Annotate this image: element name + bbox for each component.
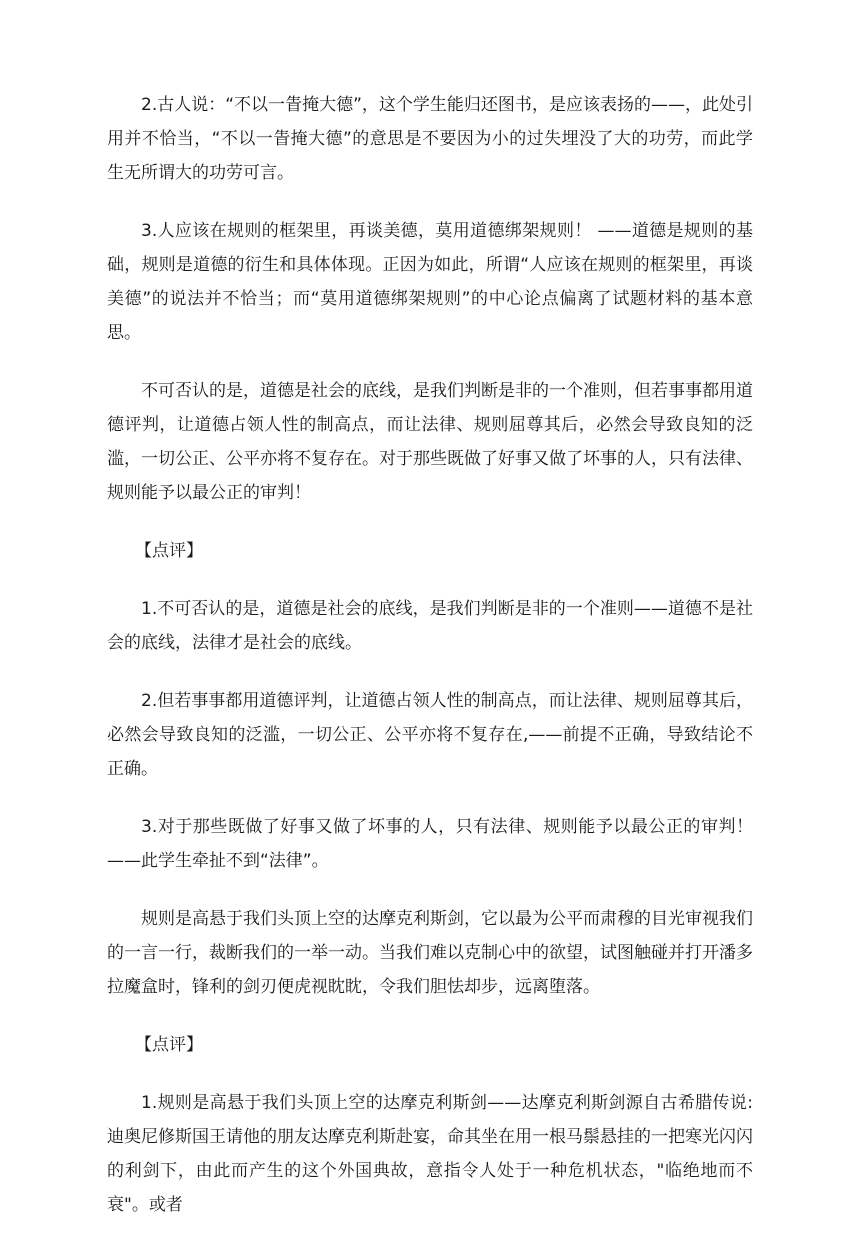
section-heading-comment: 【点评】 (135, 541, 203, 561)
paragraph: 规则是高悬于我们头顶上空的达摩克利斯剑，它以最为公平而肃穆的目光审视我们的一言一行，裁断我们的一举一动。当我们难以克制心中的欲望，试图触碰并打开潘多拉魔盒时，锋利的剑刃便虎视眈眈，令我们胆怯却步，远离堕落。 (107, 909, 753, 997)
paragraph: 2.但若事事都用道德评判，让道德占领人性的制高点，而让法律、规则屈尊其后，必然会导致良知的泛滥，一切公正、公平亦将不复存在,——前提不正确，导致结论不正确。 (107, 691, 753, 779)
paragraph: 2.古人说：“不以一眚掩大德”，这个学生能归还图书，是应该表扬的——，此处引用并不恰当，“不以一眚掩大德”的意思是不要因为小的过失埋没了大的功劳，而此学生无所谓大的功劳可言。 (107, 95, 753, 183)
paragraph: 3.对于那些既做了好事又做了坏事的人，只有法律、规则能予以最公正的审判！——此学生牵扯不到“法律”。 (107, 817, 753, 871)
paragraph: 1.不可否认的是，道德是社会的底线，是我们判断是非的一个准则——道德不是社会的底线，法律才是社会的底线。 (107, 599, 753, 653)
section-heading-comment: 【点评】 (135, 1035, 203, 1055)
paragraph: 3.人应该在规则的框架里，再谈美德，莫用道德绑架规则！ ——道德是规则的基础，规则是道德的衍生和具体体现。正因为如此，所谓“人应该在规则的框架里，再谈美德”的说法并不恰当；而“莫用道德绑架规则”的中心论点偏离了试题材料的基本意思。 (107, 221, 753, 343)
document-page (107, 88, 753, 1246)
paragraph: 不可否认的是，道德是社会的底线，是我们判断是非的一个准则，但若事事都用道德评判，让道德占领人性的制高点，而让法律、规则屈尊其后，必然会导致良知的泛滥，一切公正、公平亦将不复存在。对于那些既做了好事又做了坏事的人，只有法律、规则能予以最公正的审判！ (107, 381, 753, 503)
paragraph: 1.规则是高悬于我们头顶上空的达摩克利斯剑——达摩克利斯剑源自古希腊传说:迪奥尼修斯国王请他的朋友达摩克利斯赴宴，命其坐在用一根马鬃悬挂的一把寒光闪闪的利剑下，由此而产生的这个外国典故，意指令人处于一种危机状态，"临绝地而不衰"。或者 (107, 1093, 753, 1215)
